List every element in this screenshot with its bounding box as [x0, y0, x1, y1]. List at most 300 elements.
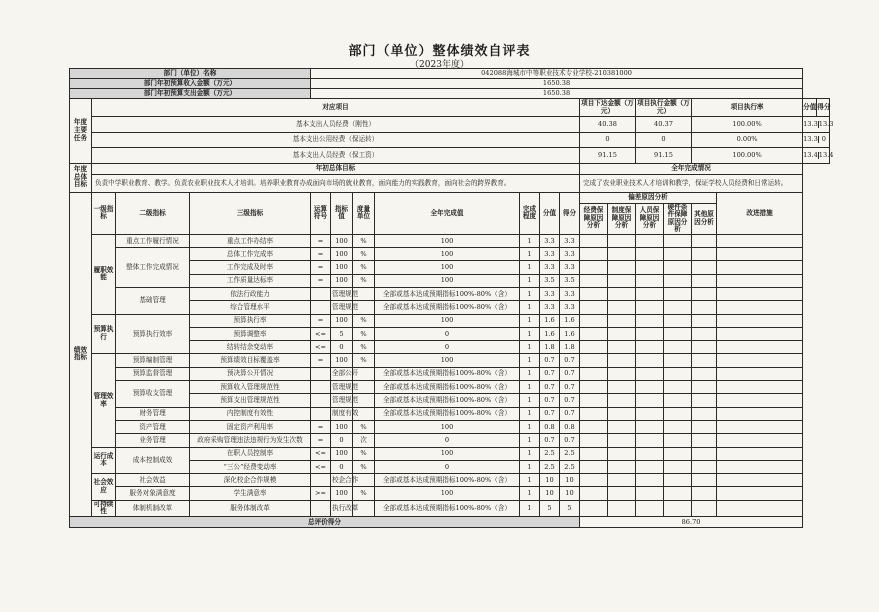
perf-val: 100 [331, 314, 353, 327]
perf-got: 0.7 [560, 434, 580, 447]
perf-op: = [311, 261, 331, 274]
perf-blank-cell [608, 447, 636, 460]
perf-got: 3.3 [560, 301, 580, 314]
perf-l3: 综合管理水平 [190, 301, 311, 314]
perf-got: 0.8 [560, 420, 580, 433]
perf-unit: % [353, 487, 375, 500]
perf-op: >= [311, 487, 331, 500]
perf-score: 10 [540, 474, 560, 487]
perf-got: 0.7 [560, 381, 580, 394]
perf-blank-cell [608, 487, 636, 500]
task-row-name: 基本支出人员经费（刚性） [92, 117, 580, 133]
task-row-rate: 0.00% [692, 132, 803, 148]
perf-blank-cell [717, 500, 803, 516]
perf-blank-cell [580, 434, 608, 447]
perf-op: <= [311, 327, 331, 340]
perf-group-label: 管理效率 [92, 354, 116, 447]
perf-blank-cell [717, 487, 803, 500]
perf-done: 全部或基本达成预期指标100%-80%（含） [375, 394, 520, 407]
perf-l3: 深化校企合作规模 [190, 474, 311, 487]
perf-done: 全部或基本达成预期指标100%-80%（含） [375, 367, 520, 380]
task-row-exec: 40.37 [636, 117, 692, 133]
perf-got: 0.7 [560, 354, 580, 367]
perf-op [311, 394, 331, 407]
perf-val: 100 [331, 261, 353, 274]
perf-blank-cell [664, 460, 692, 473]
task-row-score: 13.4 [803, 150, 818, 159]
page-title: 部门（单位）整体绩效自评表 [348, 44, 531, 59]
total-value: 86.70 [580, 516, 803, 528]
perf-blank-cell [636, 248, 664, 261]
perf-op [311, 407, 331, 420]
perf-got: 5 [560, 500, 580, 516]
perf-blank-cell [717, 460, 803, 473]
perf-blank-cell [692, 354, 717, 367]
perf-blank-cell [692, 274, 717, 287]
income-label: 部门年初预算收入金额（万元） [70, 79, 311, 89]
perf-l2-label: 业务管理 [116, 434, 190, 447]
perf-l3: 学生满意率 [190, 487, 311, 500]
performance-table [69, 68, 834, 528]
perf-blank-cell [717, 447, 803, 460]
tasks-col-item: 对应项目 [92, 99, 580, 117]
perf-val: 0 [331, 341, 353, 354]
perf-blank-cell [580, 234, 608, 247]
perf-got: 0.7 [560, 394, 580, 407]
perf-col-got: 得分 [560, 192, 580, 234]
perf-col-dev-staff: 人员保障原因分析 [636, 203, 664, 234]
perf-l2-label: 整体工作完成情况 [116, 248, 190, 288]
perf-blank-cell [664, 381, 692, 394]
perf-deg: 1 [520, 420, 540, 433]
perf-done: 0 [375, 327, 520, 340]
perf-blank-cell [717, 314, 803, 327]
perf-score: 0.7 [540, 381, 560, 394]
goals-final-text: 完成了农业职业技术人才培训和教学，保证学校人员经费和日常运转。 [580, 174, 803, 192]
perf-blank-cell [717, 301, 803, 314]
perf-blank-cell [664, 314, 692, 327]
perf-blank-cell [717, 261, 803, 274]
perf-blank-cell [636, 381, 664, 394]
perf-got: 3.5 [560, 274, 580, 287]
perf-op [311, 288, 331, 301]
perf-blank-cell [717, 434, 803, 447]
perf-val: 0 [331, 460, 353, 473]
perf-op: <= [311, 447, 331, 460]
perf-blank-cell [664, 288, 692, 301]
perf-l3: 政府采购管理违法违规行为发生次数 [190, 434, 311, 447]
perf-blank-cell [580, 447, 608, 460]
perf-blank-cell [664, 261, 692, 274]
perf-val: 管理规范 [331, 394, 353, 407]
perf-unit: % [353, 420, 375, 433]
perf-l2-label: 财务管理 [116, 407, 190, 420]
perf-score: 3.3 [540, 301, 560, 314]
perf-blank-cell [664, 274, 692, 287]
perf-blank-cell [580, 381, 608, 394]
perf-l3: 预算绩效目标覆盖率 [190, 354, 311, 367]
perf-blank-cell [636, 420, 664, 433]
perf-got: 1.6 [560, 327, 580, 340]
task-row-alloc: 0 [580, 132, 636, 148]
perf-done: 100 [375, 261, 520, 274]
perf-col-l1: 一级指标 [92, 192, 116, 234]
perf-unit: % [353, 327, 375, 340]
perf-score: 10 [540, 487, 560, 500]
perf-blank-cell [608, 434, 636, 447]
perf-blank-cell [608, 394, 636, 407]
perf-score: 5 [540, 500, 560, 516]
perf-blank-cell [636, 341, 664, 354]
perf-op [311, 367, 331, 380]
perf-blank-cell [692, 341, 717, 354]
perf-done: 全部或基本达成预期指标100%-80%（含） [375, 474, 520, 487]
perf-op: = [311, 314, 331, 327]
perf-blank-cell [580, 261, 608, 274]
perf-blank-cell [580, 460, 608, 473]
perf-done: 100 [375, 487, 520, 500]
perf-got: 10 [560, 474, 580, 487]
perf-col-op: 运算符号 [311, 192, 331, 234]
perf-l3: 总体工作完成率 [190, 248, 311, 261]
task-row-score-got [803, 148, 834, 164]
perf-blank-cell [717, 381, 803, 394]
goals-section-label: 年度总体目标 [70, 163, 92, 192]
perf-col-dev-other: 其他原因分析 [692, 203, 717, 234]
perf-blank-cell [608, 274, 636, 287]
perf-done: 0 [375, 434, 520, 447]
perf-blank-cell [664, 354, 692, 367]
perf-blank-cell [664, 487, 692, 500]
perf-l3: 依法行政能力 [190, 288, 311, 301]
perf-blank-cell [608, 407, 636, 420]
perf-blank-cell [636, 474, 664, 487]
perf-col-dev-funds: 经费保障原因分析 [580, 203, 608, 234]
perf-l2-label: 预算编制管理 [116, 354, 190, 367]
perf-l3: 预算调整率 [190, 327, 311, 340]
perf-col-deg: 完成程度 [520, 192, 540, 234]
perf-op [311, 500, 331, 516]
perf-col-unit: 度量单位 [353, 192, 375, 234]
perf-l3: 预算收入管理规范性 [190, 381, 311, 394]
perf-blank-cell [636, 327, 664, 340]
perf-val: 5 [331, 327, 353, 340]
perf-got: 2.5 [560, 447, 580, 460]
perf-done: 100 [375, 420, 520, 433]
perf-score: 1.6 [540, 327, 560, 340]
perf-blank-cell [580, 301, 608, 314]
perf-op [311, 301, 331, 314]
perf-l3: 工作质量达标率 [190, 274, 311, 287]
perf-blank-cell [580, 394, 608, 407]
perf-done: 全部或基本达成预期指标100%-80%（含） [375, 301, 520, 314]
task-row-score-got [803, 117, 834, 133]
perf-blank-cell [580, 420, 608, 433]
tasks-col-exec: 项目执行金额（万元） [637, 98, 690, 115]
perf-blank-cell [608, 261, 636, 274]
perf-blank-cell [636, 407, 664, 420]
perf-blank-cell [636, 354, 664, 367]
goals-initial-header: 年初总体目标 [92, 163, 580, 174]
perf-l2-label: 成本控制成效 [116, 447, 190, 474]
perf-group-label: 运行成本 [92, 447, 116, 474]
perf-l2-label: 服务对象满意度 [116, 487, 190, 500]
expense-value: 1650.38 [311, 89, 803, 99]
perf-group-label: 履职效能 [92, 234, 116, 314]
perf-group-label: 预算执行 [92, 314, 116, 354]
perf-val: 制度有效 [331, 407, 353, 420]
perf-score: 1.8 [540, 341, 560, 354]
perf-val: 100 [331, 248, 353, 261]
perf-val: 全部公开 [331, 367, 353, 380]
perf-col-score: 分值 [540, 192, 560, 234]
perf-score: 2.5 [540, 460, 560, 473]
perf-blank-cell [717, 420, 803, 433]
perf-blank-cell [664, 301, 692, 314]
perf-got: 0.7 [560, 407, 580, 420]
perf-blank-cell [717, 248, 803, 261]
perf-op [311, 381, 331, 394]
task-row-score: 13.3 [803, 119, 818, 128]
perf-done: 100 [375, 234, 520, 247]
perf-blank-cell [580, 500, 608, 516]
perf-l3: 工作完成及时率 [190, 261, 311, 274]
perf-val: 管理规范 [331, 288, 353, 301]
perf-got: 10 [560, 487, 580, 500]
perf-done: 全部或基本达成预期指标100%-80%（含） [375, 381, 520, 394]
perf-val: 管理规范 [331, 381, 353, 394]
perf-blank-cell [580, 367, 608, 380]
perf-done: 0 [375, 341, 520, 354]
perf-blank-cell [608, 234, 636, 247]
perf-val: 校企合作 [331, 474, 353, 487]
unit-name-value: 042088海城市中等职业技术专业学校-210381000 [311, 69, 803, 79]
perf-blank-cell [692, 301, 717, 314]
perf-done: 100 [375, 447, 520, 460]
perf-blank-cell [608, 500, 636, 516]
income-value: 1650.38 [311, 79, 803, 89]
perf-unit: % [353, 460, 375, 473]
perf-blank-cell [692, 487, 717, 500]
perf-blank-cell [692, 288, 717, 301]
perf-blank-cell [636, 394, 664, 407]
perf-blank-cell [608, 420, 636, 433]
perf-blank-cell [692, 420, 717, 433]
perf-blank-cell [580, 407, 608, 420]
perf-deg: 1 [520, 487, 540, 500]
perf-score: 0.7 [540, 354, 560, 367]
perf-deg: 1 [520, 261, 540, 274]
perf-blank-cell [608, 474, 636, 487]
perf-l3: 固定资产利用率 [190, 420, 311, 433]
perf-l2-label: 资产管理 [116, 420, 190, 433]
perf-deg: 1 [520, 354, 540, 367]
perf-blank-cell [692, 447, 717, 460]
perf-deg: 1 [520, 327, 540, 340]
perf-blank-cell [692, 381, 717, 394]
task-row-got: 13.3 [818, 119, 834, 128]
perf-blank-cell [580, 341, 608, 354]
perf-blank-cell [664, 234, 692, 247]
perf-col-l3: 三级指标 [190, 192, 311, 234]
perf-l2-label: 预算监督管理 [116, 367, 190, 380]
perf-blank-cell [717, 407, 803, 420]
perf-blank-cell [664, 434, 692, 447]
perf-blank-cell [717, 354, 803, 367]
tasks-col-got: 得分 [817, 103, 831, 111]
perf-done: 全部或基本达成预期指标100%-80%（含） [375, 500, 520, 516]
perf-blank-cell [636, 367, 664, 380]
perf-blank-cell [580, 288, 608, 301]
task-row-alloc: 40.38 [580, 117, 636, 133]
perf-blank-cell [717, 327, 803, 340]
perf-got: 1.6 [560, 314, 580, 327]
perf-got: 0.7 [560, 367, 580, 380]
perf-got: 3.3 [560, 234, 580, 247]
perf-done: 100 [375, 314, 520, 327]
perf-blank-cell [608, 314, 636, 327]
unit-name-label: 部门（单位）名称 [70, 69, 311, 79]
perf-l2-label: 基础管理 [116, 288, 190, 315]
perf-blank-cell [692, 261, 717, 274]
perf-done: 全部或基本达成预期指标100%-80%（含） [375, 407, 520, 420]
perf-col-val: 指标值 [331, 192, 353, 234]
perf-blank-cell [692, 234, 717, 247]
perf-l3: 预算执行率 [190, 314, 311, 327]
perf-unit: % [353, 248, 375, 261]
perf-blank-cell [580, 274, 608, 287]
perf-score: 0.7 [540, 407, 560, 420]
perf-score: 1.6 [540, 314, 560, 327]
perf-group-label: 社会效应 [92, 474, 116, 501]
perf-op: = [311, 234, 331, 247]
perf-deg: 1 [520, 500, 540, 516]
perf-op: <= [311, 460, 331, 473]
perf-deg: 1 [520, 274, 540, 287]
perf-blank-cell [608, 327, 636, 340]
perf-blank-cell [580, 474, 608, 487]
perf-blank-cell [636, 301, 664, 314]
perf-blank-cell [717, 367, 803, 380]
total-label: 总评价得分 [70, 516, 580, 528]
perf-val: 管理规范 [331, 301, 353, 314]
task-row-rate: 100.00% [692, 117, 803, 133]
perf-blank-cell [692, 460, 717, 473]
perf-got: 3.3 [560, 261, 580, 274]
perf-blank-cell [608, 248, 636, 261]
perf-l3: 结转结余变动率 [190, 341, 311, 354]
perf-l2-label: 预算执行效率 [116, 314, 190, 354]
perf-blank-cell [636, 274, 664, 287]
perf-col-l2: 二级指标 [116, 192, 190, 234]
perf-blank-cell [717, 234, 803, 247]
perf-val: 100 [331, 274, 353, 287]
perf-score: 3.3 [540, 261, 560, 274]
perf-deg: 1 [520, 460, 540, 473]
perf-val: 100 [331, 234, 353, 247]
perf-val: 100 [331, 420, 353, 433]
expense-label: 部门年初预算支出金额（万元） [70, 89, 311, 99]
perf-blank-cell [636, 288, 664, 301]
perf-l3: 预决算公开情况 [190, 367, 311, 380]
tasks-col-score: 分值 [803, 99, 817, 116]
perf-deg: 1 [520, 314, 540, 327]
perf-blank-cell [636, 234, 664, 247]
perf-done: 100 [375, 274, 520, 287]
perf-done: 0 [375, 460, 520, 473]
task-row-name: 基本支出人员经费（保工资） [92, 148, 580, 164]
perf-col-dev-hardware: 硬件条件保障原因分析 [664, 203, 692, 234]
perf-blank-cell [608, 301, 636, 314]
perf-deg: 1 [520, 394, 540, 407]
perf-blank-cell [717, 394, 803, 407]
task-row-got: 0 [821, 135, 826, 144]
perf-blank-cell [608, 460, 636, 473]
perf-score: 3.3 [540, 288, 560, 301]
perf-blank-cell [608, 341, 636, 354]
perf-blank-cell [692, 314, 717, 327]
perf-blank-cell [692, 474, 717, 487]
perf-blank-cell [636, 447, 664, 460]
perf-blank-cell [692, 407, 717, 420]
perf-l2-label: 体制机制改革 [116, 500, 190, 516]
perf-score: 3.3 [540, 234, 560, 247]
perf-l2-label: 预算收支管理 [116, 381, 190, 408]
perf-blank-cell [692, 248, 717, 261]
perf-blank-cell [692, 327, 717, 340]
perf-blank-cell [664, 341, 692, 354]
perf-unit: % [353, 274, 375, 287]
perf-blank-cell [580, 248, 608, 261]
perf-deg: 1 [520, 381, 540, 394]
perf-deg: 1 [520, 301, 540, 314]
perf-deg: 1 [520, 248, 540, 261]
perf-op: = [311, 420, 331, 433]
perf-blank-cell [717, 341, 803, 354]
perf-deg: 1 [520, 434, 540, 447]
perf-l3: 在职人员控制率 [190, 447, 311, 460]
perf-l3: 内控制度有效性 [190, 407, 311, 420]
perf-val: 100 [331, 487, 353, 500]
perf-blank-cell [692, 500, 717, 516]
perf-unit: % [353, 447, 375, 460]
perf-section-label: 绩效指标 [70, 192, 92, 516]
perf-l2-label: 重点工作履行情况 [116, 234, 190, 247]
perf-op: = [311, 434, 331, 447]
perf-blank-cell [608, 381, 636, 394]
perf-blank-cell [608, 367, 636, 380]
perf-l3: 预算支出管理规范性 [190, 394, 311, 407]
perf-deg: 1 [520, 288, 540, 301]
perf-blank-cell [580, 354, 608, 367]
perf-group-label: 可持续性 [92, 500, 116, 516]
perf-blank-cell [636, 434, 664, 447]
perf-l3: “三公”经费变动率 [190, 460, 311, 473]
perf-op: <= [311, 341, 331, 354]
perf-blank-cell [664, 447, 692, 460]
perf-blank-cell [692, 367, 717, 380]
task-row-score: 13.3 [803, 135, 818, 144]
perf-op: = [311, 274, 331, 287]
perf-blank-cell [608, 288, 636, 301]
perf-col-dev-system: 制度保障原因分析 [608, 203, 636, 234]
perf-blank-cell [664, 367, 692, 380]
perf-done: 100 [375, 354, 520, 367]
perf-score: 3.3 [540, 248, 560, 261]
perf-l2-label: 社会效益 [116, 474, 190, 487]
goals-final-header: 全年完成情况 [580, 163, 803, 174]
perf-blank-cell [636, 314, 664, 327]
